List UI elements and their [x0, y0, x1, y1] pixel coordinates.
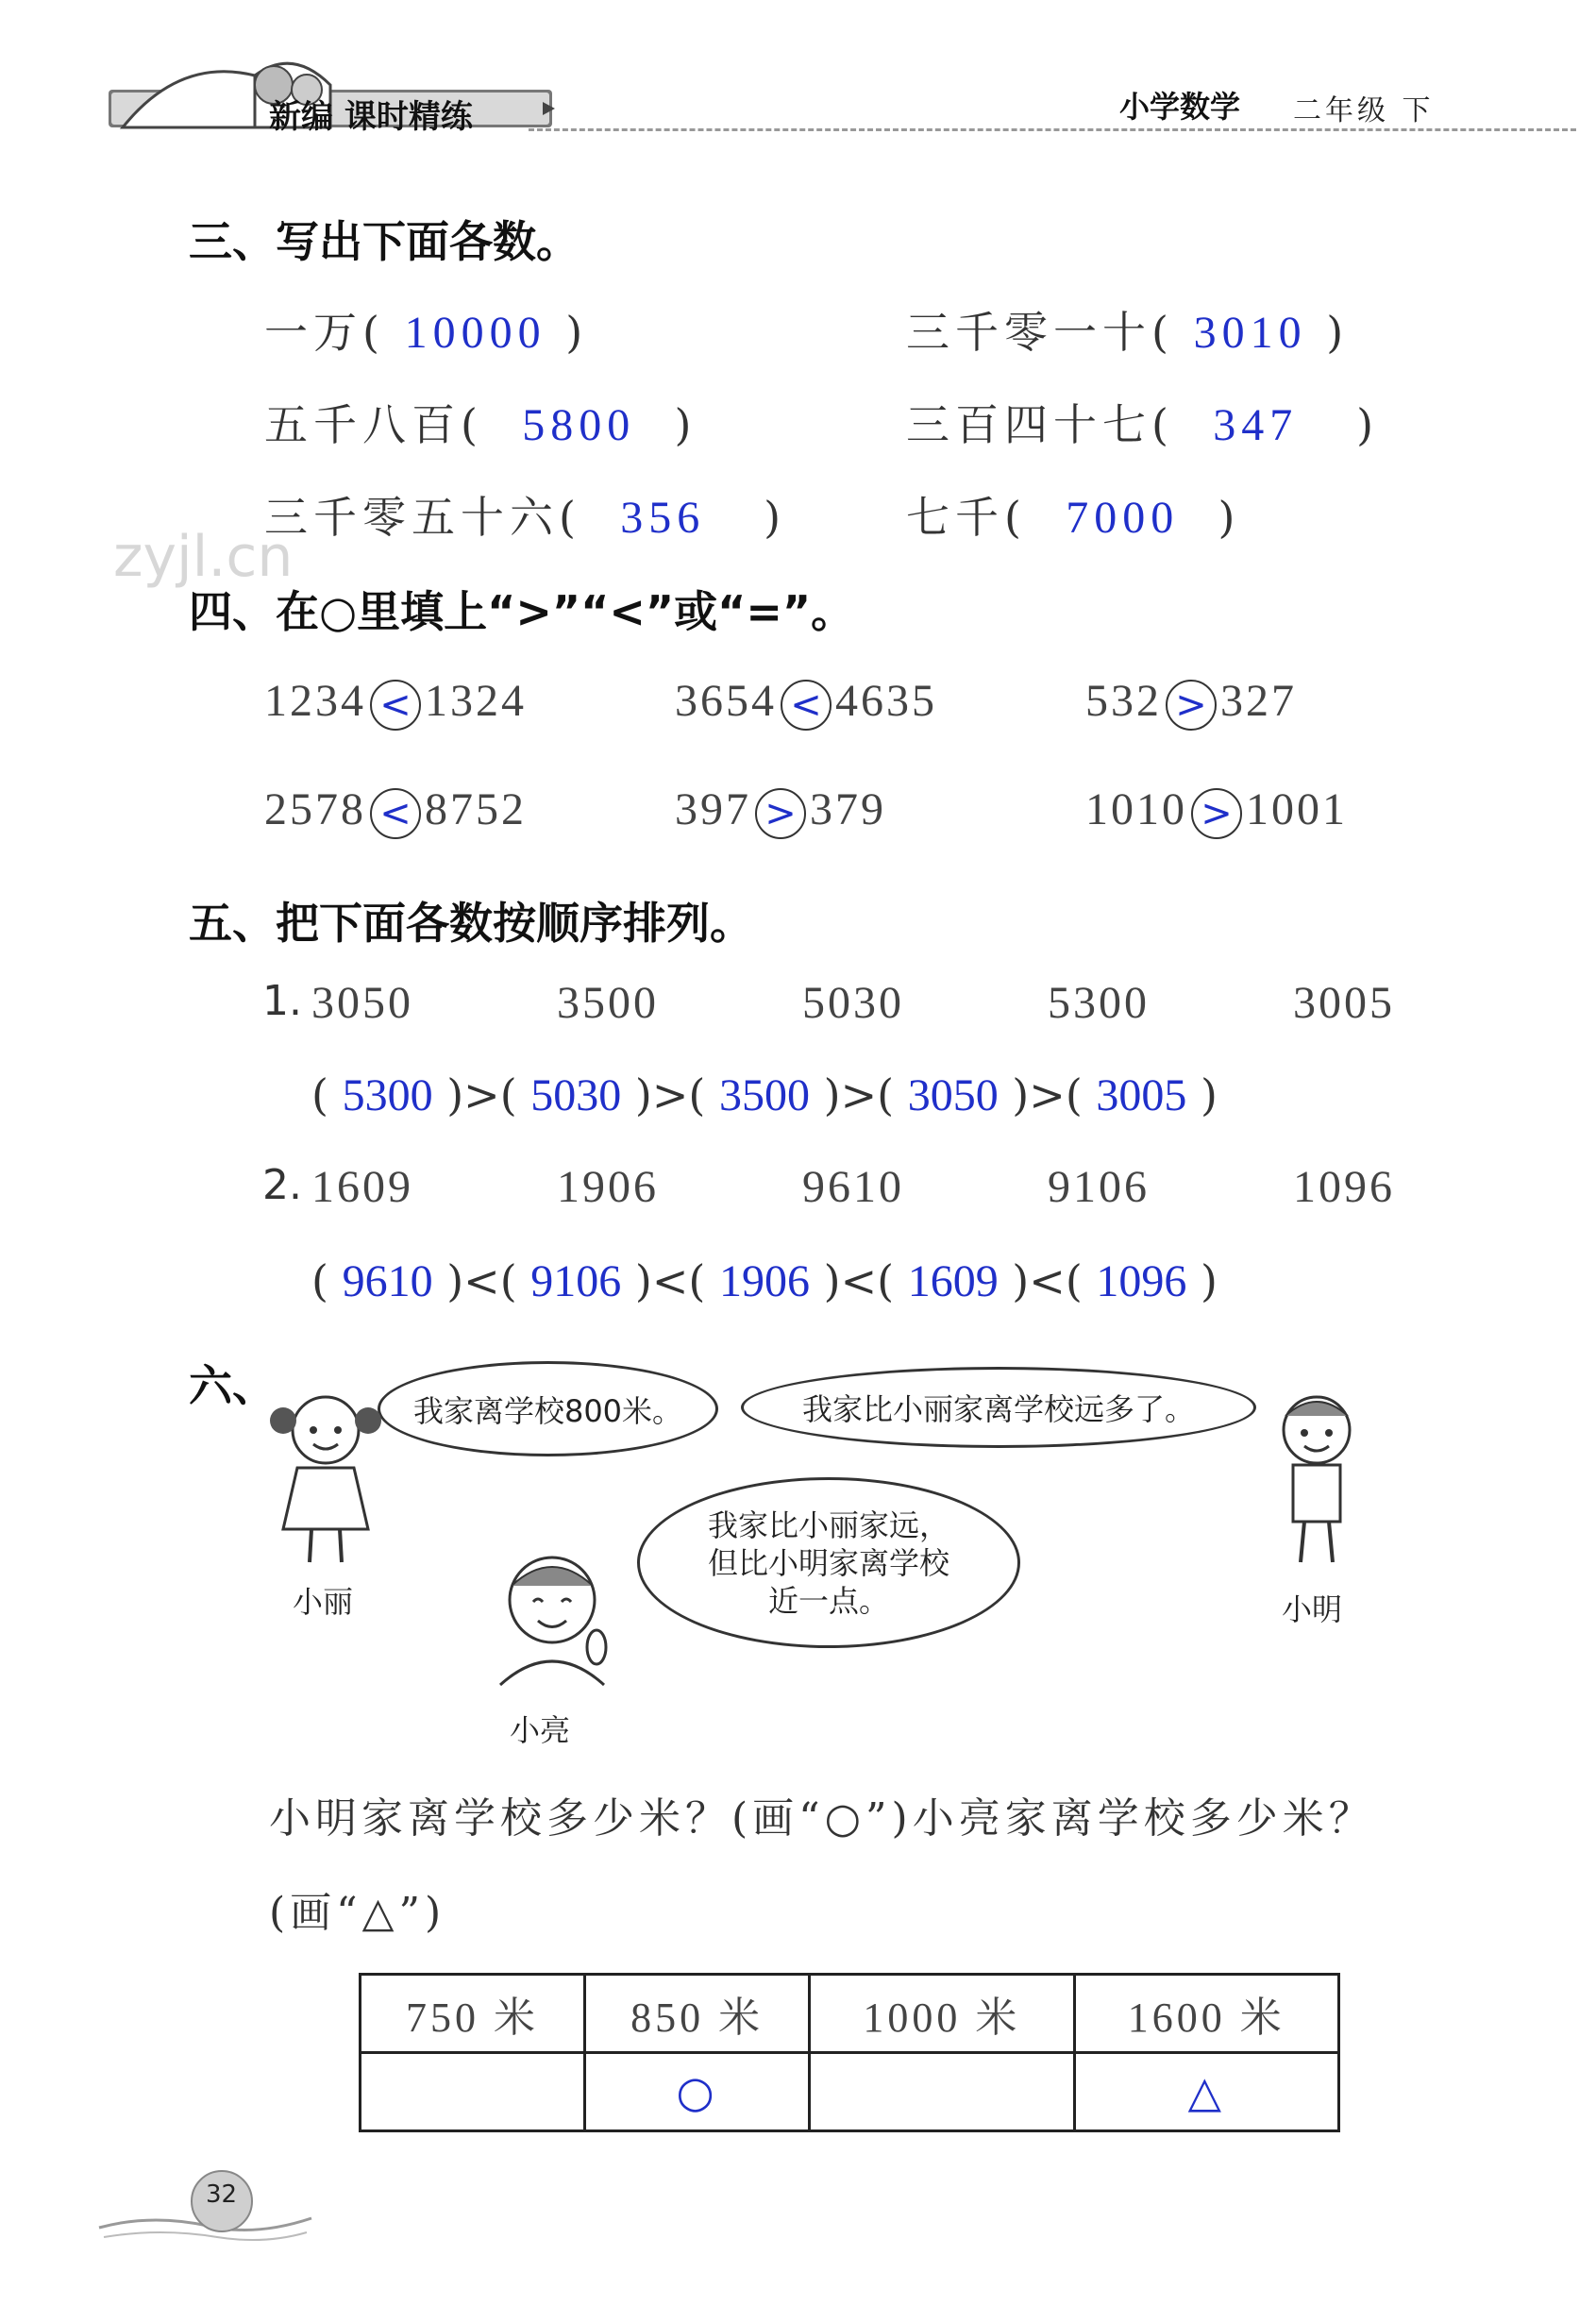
header-divider [529, 128, 1576, 131]
xiaoliang-speech-line: 我家比小丽家远， [707, 1507, 949, 1543]
table-mark-cell [810, 2053, 1074, 2131]
xiaoming-speech-bubble [741, 1367, 1256, 1448]
boy-thinking-figure-icon [481, 1543, 623, 1694]
section4-heading: 四、在○里填上“>”“<”或“=”。 [189, 586, 855, 637]
xiaoliang-speech-bubble [637, 1477, 1020, 1648]
girl-figure-icon [255, 1388, 396, 1576]
item-1: 一万( 10000 ) [264, 307, 589, 358]
section5-heading: 五、把下面各数按顺序排列。 [189, 898, 753, 949]
compare-circle: < [370, 788, 421, 839]
table-header-cell: 850 米 [585, 1975, 810, 2053]
section3-heading: 三、写出下面各数。 [189, 216, 580, 267]
compare-item-4: 2578 < 8752 [264, 783, 527, 839]
compare-circle: > [755, 788, 806, 839]
q2-answer-row: ( 9610 )<( 9106 )<( 1906 )<( 1609 )<( 1096 ) [311, 1255, 1218, 1306]
answer: 7000 [1066, 493, 1180, 543]
answer: 5800 [522, 400, 636, 450]
table-header-row [361, 1975, 1339, 2053]
series-title: 新编 课时精练 [269, 98, 473, 136]
distance-table [359, 1973, 1340, 2132]
question-line-1: 小明家离学校多少米？(画“○”)小亮家离学校多少米？ [269, 1794, 1375, 1843]
compare-circle: < [370, 680, 421, 731]
table-header-cell: 1000 米 [810, 1975, 1074, 2053]
xiaoli-speech: 我家离学校800米。 [412, 1392, 683, 1429]
q1-label: 1. [262, 977, 302, 1025]
answer: 10000 [404, 308, 546, 358]
q2-number: 1609 [311, 1162, 413, 1212]
item-3: 五千八百( 5800 ) [264, 399, 697, 450]
xiaoming-name: 小明 [1282, 1591, 1343, 1627]
item-4: 三百四十七( 347 ) [906, 399, 1380, 450]
answer: 347 [1213, 400, 1299, 450]
table-mark-row [361, 2053, 1339, 2131]
page-number-decoration-icon [94, 2162, 321, 2256]
q2-number: 9610 [802, 1162, 904, 1212]
page-number: 32 [206, 2180, 238, 2209]
q1-number: 3005 [1293, 978, 1395, 1028]
section6-heading: 六、 [189, 1360, 276, 1411]
compare-item-2: 3654 < 4635 [675, 675, 937, 731]
subject-label: 小学数学 [1119, 89, 1241, 125]
question-line-2: (画“△”) [269, 1889, 446, 1937]
item-2: 三千零一十( 3010 ) [906, 307, 1350, 358]
table-mark-cell: ○ [585, 2053, 810, 2131]
item-label: 三千零五十六 [264, 492, 559, 543]
answer: 3010 [1193, 308, 1307, 358]
q2-number: 9106 [1048, 1162, 1150, 1212]
item-label: 七千 [906, 492, 1004, 543]
item-label: 三千零一十 [906, 307, 1151, 358]
xiaoli-speech-bubble [378, 1361, 718, 1456]
compare-circle: < [781, 680, 832, 731]
xiaoliang-speech-line: 近一点。 [767, 1582, 889, 1619]
compare-item-1: 1234 < 1324 [264, 675, 527, 731]
compare-circle: > [1166, 680, 1217, 731]
item-label: 一万 [264, 307, 362, 358]
xiaoliang-speech-line: 但比小明家离学校 [707, 1544, 949, 1581]
q2-number: 1906 [557, 1162, 659, 1212]
table-mark-cell: △ [1074, 2053, 1338, 2131]
item-5: 三千零五十六( 356 ) [264, 492, 787, 543]
item-label: 五千八百 [264, 399, 461, 450]
answer: 356 [620, 493, 706, 543]
q1-number: 3050 [311, 978, 413, 1028]
item-label: 三百四十七 [906, 399, 1151, 450]
compare-item-5: 397 > 379 [675, 783, 886, 839]
compare-item-6: 1010 > 1001 [1085, 783, 1348, 839]
boy-figure-icon [1246, 1388, 1387, 1576]
xiaoliang-name: 小亮 [510, 1712, 571, 1748]
q1-answer-row: ( 5300 )>( 5030 )>( 3500 )>( 3050 )>( 3005 ) [311, 1069, 1218, 1120]
table-header-cell: 1600 米 [1074, 1975, 1338, 2053]
table-mark-cell [361, 2053, 585, 2131]
xiaoming-speech: 我家比小丽家离学校远多了。 [801, 1391, 1195, 1427]
q1-number: 5300 [1048, 978, 1150, 1028]
compare-circle: > [1191, 788, 1242, 839]
q2-number: 1096 [1293, 1162, 1395, 1212]
watermark: zyjl.cn [113, 524, 294, 590]
xiaoli-name: 小丽 [293, 1584, 354, 1620]
q1-number: 3500 [557, 978, 659, 1028]
compare-item-3: 532 > 327 [1085, 675, 1297, 731]
grade-label: 二年级 下 [1293, 94, 1435, 127]
table-header-cell: 750 米 [361, 1975, 585, 2053]
q1-number: 5030 [802, 978, 904, 1028]
q2-label: 2. [262, 1161, 302, 1209]
item-6: 七千( 7000 ) [906, 492, 1241, 543]
